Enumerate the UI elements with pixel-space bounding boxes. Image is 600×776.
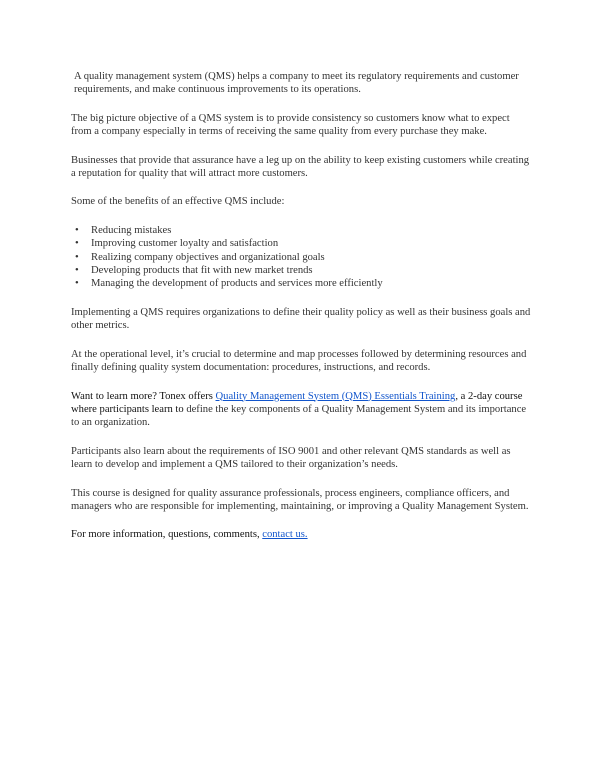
learn-more-suffix: define the key components of a Quality Management System and its importance to an organization.	[71, 403, 527, 429]
list-item: • Realizing company objectives and organizational goals	[71, 251, 531, 264]
document-page	[71, 70, 531, 557]
benefits-intro: Some of the benefits of an effective QMS include:	[71, 196, 285, 208]
list-item: • Improving customer loyalty and satisfaction	[71, 237, 531, 250]
learn-more-prefix: Want to learn more? Tonex offers	[71, 390, 216, 402]
intro-paragraph: A quality management system (QMS) helps a company to meet its regulatory requirements and customer requirements, and make continuous improvements to its operations.	[74, 71, 519, 96]
qms-training-link[interactable]: Quality Management System (QMS) Essentials Training	[215, 390, 456, 402]
list-item: • Reducing mistakes	[71, 224, 531, 237]
assurance-paragraph: Businesses that provide that assurance have a leg up on the ability to keep existing customers while creating a reputation for quality that will attract more customers.	[71, 154, 530, 180]
learn-more-middle: , a 2-day course where participants learn to	[71, 390, 523, 415]
participants-paragraph: Participants also learn about the requirements of ISO 9001 and other relevant QMS standards as well as learn to develop and implement a QMS tailored to their organization’s needs.	[71, 445, 511, 471]
contact-us-link[interactable]: contact us.	[262, 529, 308, 541]
contact-prefix: For more information, questions, comments,	[71, 529, 263, 541]
benefits-list	[71, 224, 531, 291]
learn-more-paragraph	[71, 390, 531, 430]
implementing-paragraph: Implementing a QMS requires organizations to define their quality policy as well as their business goals and other metrics.	[71, 306, 531, 332]
objective-paragraph: The big picture objective of a QMS system is to provide consistency so customers know what to expect from a company especially in terms of receiving the same quality from every purchase they make.	[71, 112, 510, 138]
list-item: • Managing the development of products and services more efficiently	[71, 277, 531, 290]
contact-paragraph	[71, 528, 531, 541]
designed-for-paragraph: This course is designed for quality assurance professionals, process engineers, compliance officers, and managers who are responsible for implementing, maintaining, or improving a Quality Management System.	[71, 487, 529, 512]
list-item: • Developing products that fit with new market trends	[71, 264, 531, 277]
operational-paragraph: At the operational level, it’s crucial to determine and map processes followed by determining resources and finally defining quality system documentation: procedures, instructions, and records.	[71, 348, 527, 374]
